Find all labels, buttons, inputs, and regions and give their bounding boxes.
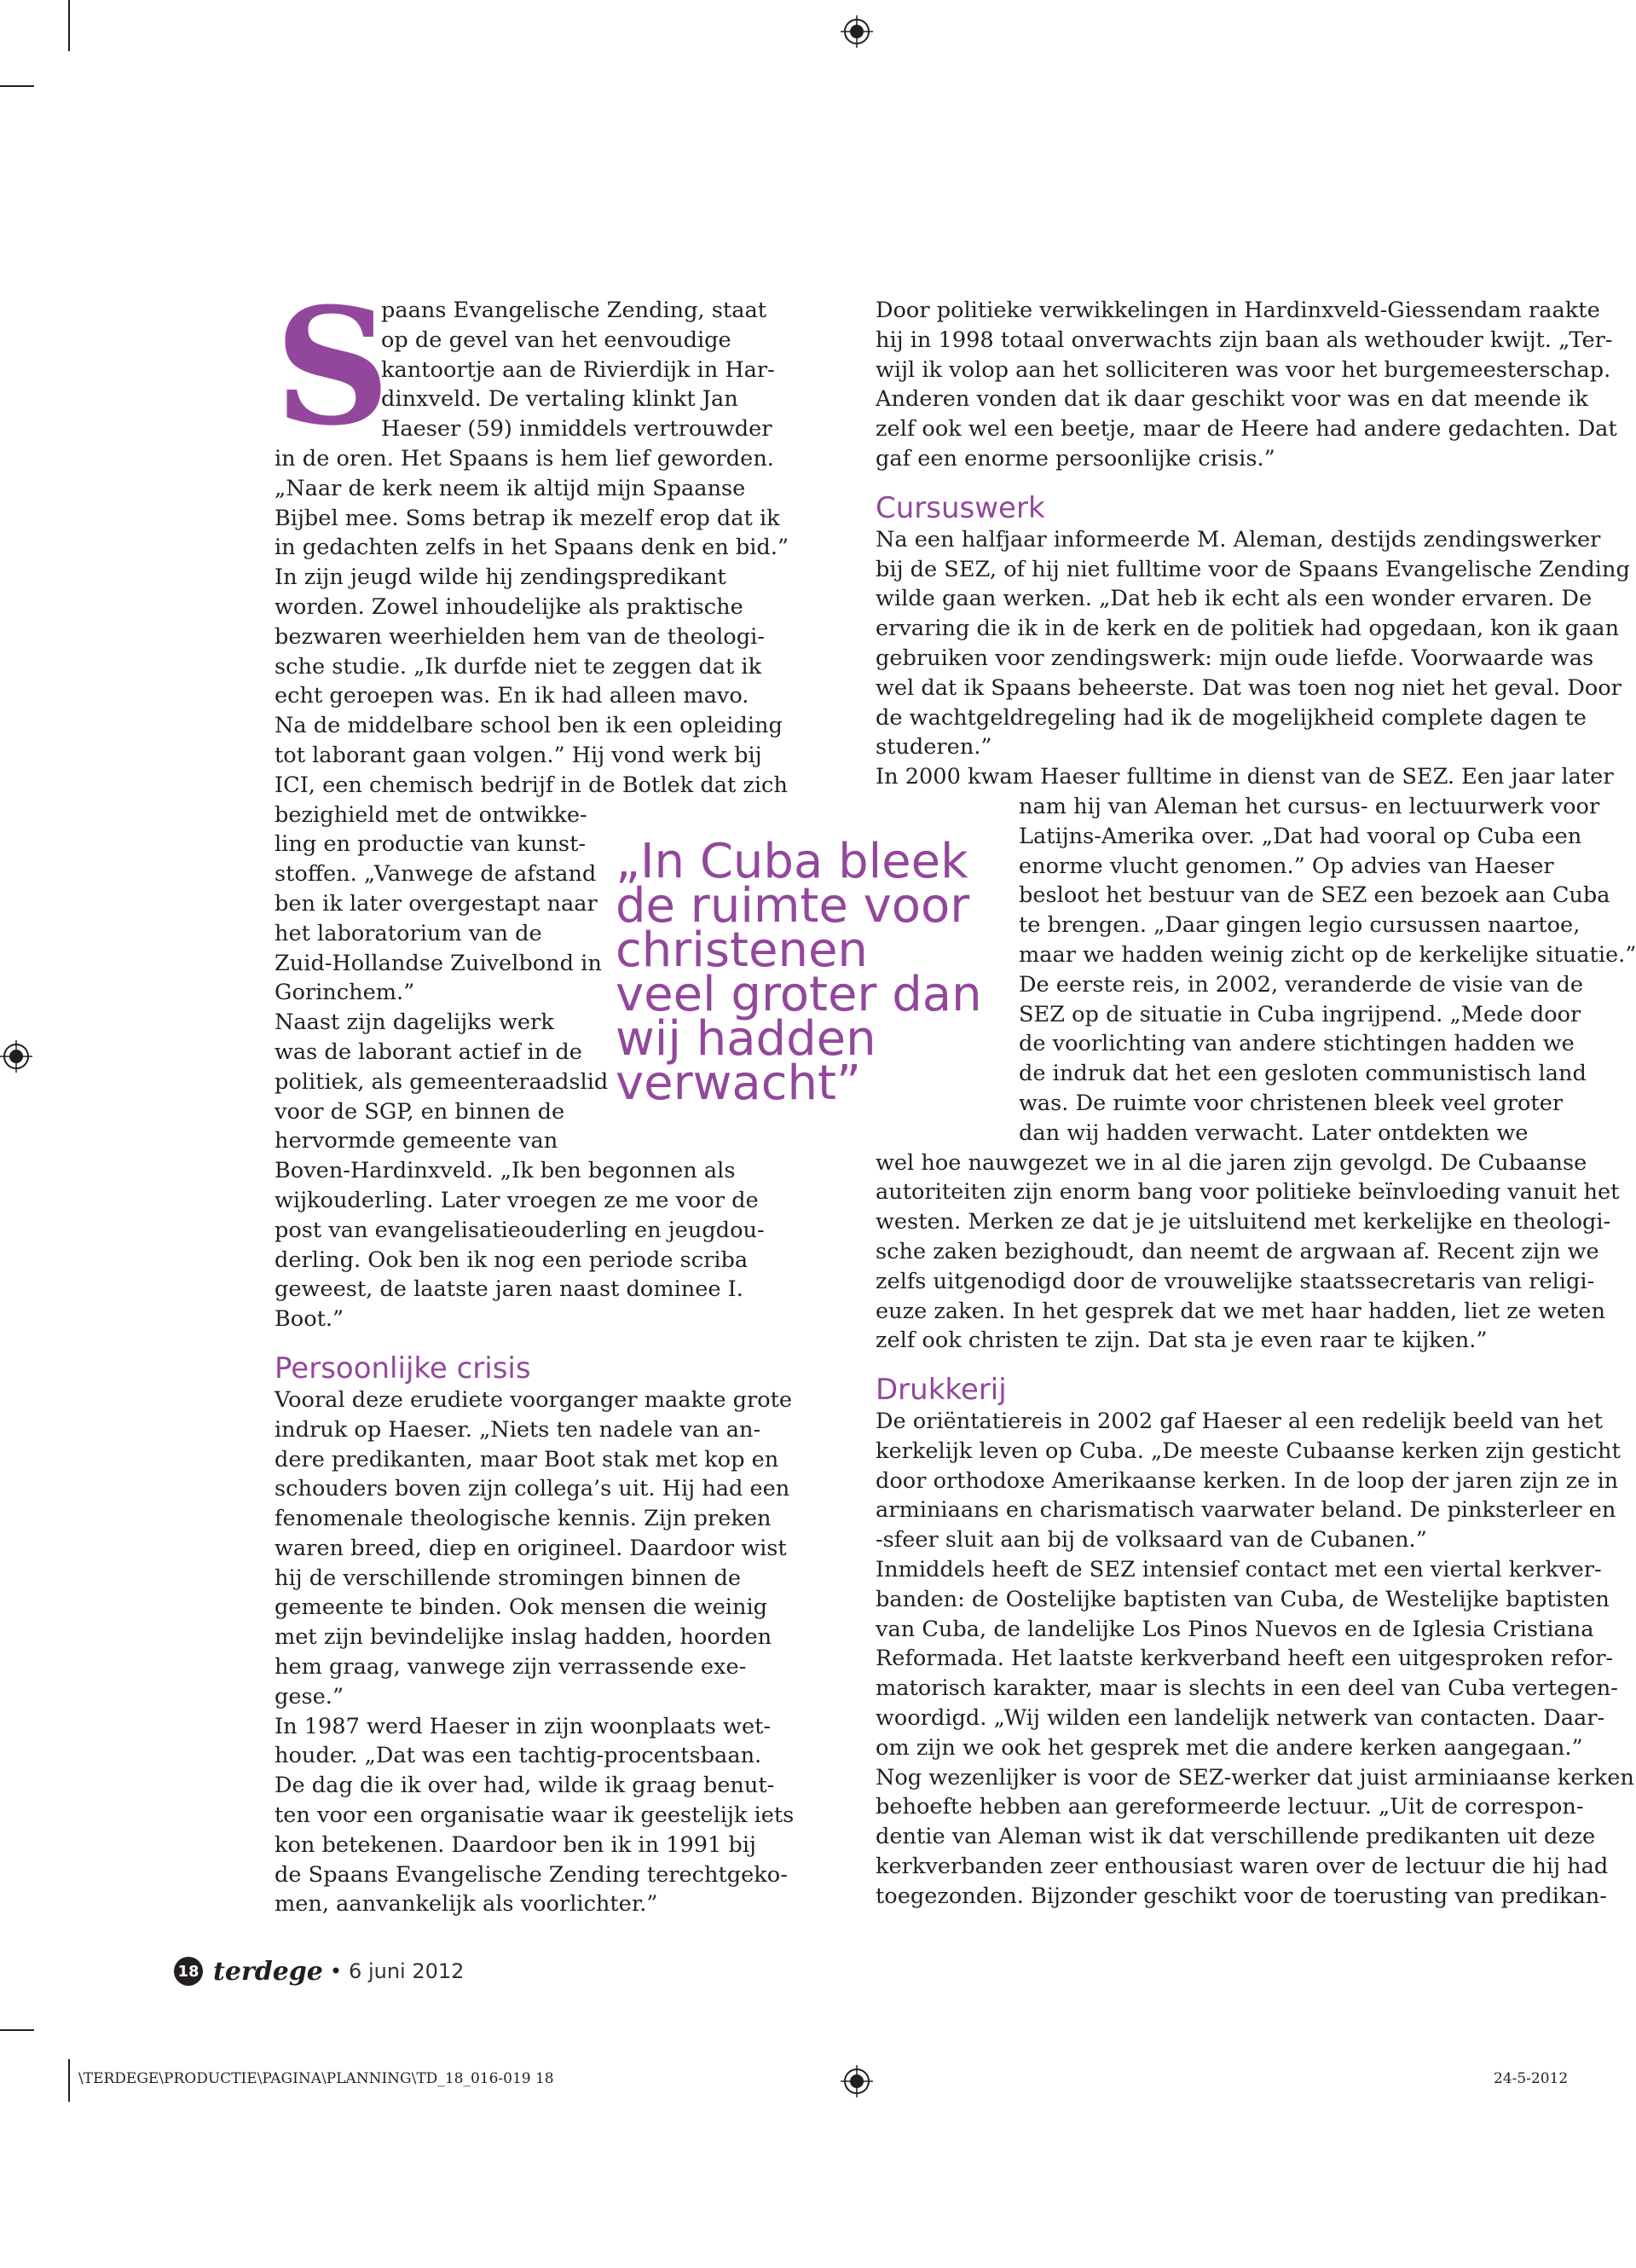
text-line: euze zaken. In het gesprek dat we met haar hadden, liet ze weten (876, 1298, 1605, 1324)
text-line: hij in 1998 totaal onverwachts zijn baan als wethouder kwijt. „Ter- (876, 327, 1613, 353)
page-number-badge: 18 (174, 1957, 203, 1986)
text-line: behoefte hebben aan gereformeerde lectuur. „Uit de correspon- (876, 1794, 1584, 1820)
text-line: was. De ruimte voor christenen bleek veel groter (1019, 1090, 1564, 1116)
text-line: Naast zijn dagelijks werk (275, 1010, 554, 1036)
text-line: wel dat ik Spaans beheerste. Dat was toen nog niet het geval. Door (876, 674, 1622, 701)
text-line: matorisch karakter, maar is slechts in een deel van Cuba vertegen- (876, 1675, 1618, 1702)
text-line: kerkelijk leven op Cuba. „De meeste Cubaanse kerken zijn gesticht (876, 1438, 1621, 1464)
registration-mark-icon (841, 2065, 873, 2097)
text-line: tot laborant gaan volgen.” Hij vond werk bij (275, 742, 762, 768)
text-line: enorme vlucht genomen.” Op advies van Haeser (1019, 853, 1554, 879)
issue-date: 6 juni 2012 (349, 1959, 465, 1983)
text-line: waren breed, diep en origineel. Daardoor wist (275, 1535, 787, 1561)
text-line: toegezonden. Bijzonder geschikt voor de toerusting van predikan- (876, 1883, 1607, 1909)
text-line: arminiaans en charismatisch vaarwater beland. De pinksterleer en (876, 1497, 1616, 1524)
crop-mark-top-left-horizontal (0, 85, 34, 87)
text-line: Door politieke verwikkelingen in Hardinxveld-Giessendam raakte (876, 298, 1600, 323)
text-line: Zuid-Hollandse Zuivelbond in (275, 950, 602, 976)
text-line: wilde gaan werken. „Dat heb ik echt als een wonder ervaren. De (876, 586, 1593, 612)
right-column (876, 296, 1636, 1912)
text-line: studeren.” (876, 734, 992, 761)
text-line: in de oren. Het Spaans is hem lief geworden. (275, 446, 774, 472)
text-line: westen. Merken ze dat je je uitsluitend met kerkelijke en theologi- (876, 1209, 1611, 1235)
text-line: Nog wezenlijker is voor de SEZ-werker dat juist arminiaanse kerken (876, 1764, 1634, 1791)
text-line: -sfeer sluit aan bij de volksaard van de Cubanen.” (876, 1527, 1427, 1553)
text-line: sche zaken bezighoudt, dan neemt de argwaan af. Recent zijn we (876, 1238, 1599, 1264)
text-line: Boven-Hardinxveld. „Ik ben begonnen als (275, 1158, 736, 1184)
text-line: bezwaren weerhielden hem van de theologi- (275, 623, 765, 650)
text-line: zelf ook christen te zijn. Dat sta je even raar te kijken.” (876, 1328, 1488, 1354)
crop-mark-bottom-left-vertical (68, 2059, 70, 2102)
text-line: gemeente te binden. Ook mensen die weinig (275, 1594, 768, 1621)
text-line: Reformada. Het laatste kerkverband heeft een uitgesproken refor- (876, 1646, 1614, 1672)
text-line: met zijn bevindelijke inslag hadden, hoorden (275, 1624, 772, 1651)
text-line: sche studie. „Ik durfde niet te zeggen dat ik (275, 653, 762, 680)
text-line: In 1987 werd Haeser in zijn woonplaats wet- (275, 1713, 772, 1739)
pull-quote-line: de ruimte voor (616, 878, 970, 934)
left-body-block (275, 1386, 794, 1919)
text-line: besloot het bestuur van de SEZ een bezoek aan Cuba (1019, 882, 1610, 909)
text-line: in gedachten zelfs in het Spaans denk en bid.” (275, 535, 789, 561)
text-line: Bijbel mee. Soms betrap ik mezelf erop dat ik (275, 505, 780, 531)
text-line: Na een halfjaar informeerde M. Aleman, destijds zendingswerker (876, 526, 1601, 553)
text-line: ervaring die ik in de kerk en de politiek had opgedaan, kon ik gaan (876, 616, 1620, 642)
text-line: „Naar de kerk neem ik altijd mijn Spaanse (275, 475, 746, 501)
text-line: geweest, de laatste jaren naast dominee I. (275, 1276, 743, 1303)
text-line: het laboratorium van de (275, 920, 542, 946)
text-line: gaf een enorme persoonlijke crisis.” (876, 445, 1275, 472)
text-line: In 2000 kwam Haeser fulltime in dienst van de SEZ. Een jaar later (876, 764, 1614, 790)
section-heading-drukkerij: Drukkerij (876, 1373, 1007, 1408)
text-line: derling. Ook ben ik nog een periode scriba (275, 1247, 749, 1273)
pull-quote-line: veel groter dan (616, 967, 982, 1022)
text-line: echt geroepen was. En ik had alleen mavo. (275, 683, 749, 709)
text-line: de wachtgeldregeling had ik de mogelijkheid complete dagen te (876, 704, 1587, 731)
text-line: De eerste reis, in 2002, veranderde de visie van de (1019, 971, 1584, 998)
text-line: zelfs uitgenodigd door de vrouwelijke staatssecretaris van religi- (876, 1268, 1595, 1294)
text-line: politiek, als gemeenteraadslid (275, 1068, 609, 1095)
crop-mark-bottom-left-horizontal (0, 2029, 34, 2031)
text-line: hem graag, vanwege zijn verrassende exe- (275, 1654, 747, 1681)
text-line: ten voor een organisatie waar ik geestelijk iets (275, 1802, 795, 1829)
page-footer (174, 1956, 464, 1987)
text-line: In zijn jeugd wilde hij zendingspredikant (275, 564, 726, 591)
text-line: banden: de Oostelijke baptisten van Cuba, de Westelijke baptisten (876, 1586, 1610, 1612)
text-line: nam hij van Aleman het cursus- en lectuurwerk voor (1019, 793, 1600, 819)
text-line: te brengen. „Daar gingen legio cursussen naartoe, (1019, 912, 1581, 939)
text-line: autoriteiten zijn enorm bang voor politieke beïnvloeding vanuit het (876, 1179, 1620, 1206)
text-line: Na de middelbare school ben ik een opleiding (275, 713, 783, 739)
text-line: dentie van Aleman wist ik dat verschillende predikanten uit deze (876, 1824, 1596, 1850)
text-line: de indruk dat het een gesloten communistisch land (1019, 1061, 1587, 1087)
text-line: Inmiddels heeft de SEZ intensief contact met een viertal kerkver- (876, 1557, 1602, 1583)
footer-bullet: • (329, 1959, 343, 1983)
text-line: door orthodoxe Amerikaanse kerken. In de loop der jaren zijn ze in (876, 1467, 1619, 1494)
text-line: stoffen. „Vanwege de afstand (275, 861, 597, 888)
section-heading-cursuswerk: Cursuswerk (876, 490, 1045, 525)
text-line: Vooral deze erudiete voorganger maakte grote (275, 1386, 793, 1413)
pull-quote-line: verwacht” (616, 1056, 861, 1111)
text-line: schouders boven zijn collega’s uit. Hij had een (275, 1476, 790, 1502)
text-line: Boot.” (275, 1306, 344, 1333)
pull-quote-line: christenen (616, 923, 868, 978)
intro-line: kantoortje aan de Rivierdijk in Har- (381, 356, 775, 383)
text-line: hervormde gemeente van (275, 1128, 558, 1154)
drop-cap: S (275, 273, 390, 461)
text-line: kon betekenen. Daardoor ben ik in 1991 bij (275, 1831, 756, 1858)
text-line: indruk op Haeser. „Niets ten nadele van an- (275, 1416, 761, 1443)
text-line: houder. „Dat was een tachtig-procentsbaan. (275, 1743, 762, 1769)
section-heading-persoonlijke-crisis: Persoonlijke crisis (275, 1351, 531, 1386)
crop-mark-top-left-vertical (68, 0, 70, 51)
intro-paragraph (381, 296, 775, 444)
registration-mark-icon (0, 1040, 32, 1073)
intro-line: dinxveld. De vertaling klinkt Jan (381, 386, 738, 413)
text-line: wel hoe nauwgezet we in al die jaren zijn gevolgd. De Cubaanse (876, 1149, 1587, 1176)
right-body-block (876, 525, 1636, 1356)
text-line: van Cuba, de landelijke Los Pinos Nuevos en de Iglesia Cristiana (876, 1616, 1594, 1642)
text-line: de voorlichting van andere stichtingen hadden we (1019, 1031, 1575, 1057)
print-slug-date: 24-5-2012 (1494, 2070, 1569, 2087)
text-line: ben ik later overgestapt naar (275, 890, 598, 917)
text-line: fenomenale theologische kennis. Zijn preken (275, 1506, 772, 1532)
intro-line: Haeser (59) inmiddels vertrouwder (381, 416, 772, 443)
text-line: gese.” (275, 1683, 344, 1710)
text-line: post van evangelisatieouderling en jeugdou- (275, 1217, 765, 1243)
pull-quote-line: „In Cuba bleek (616, 834, 968, 889)
text-line: De oriëntatiereis in 2002 gaf Haeser al een redelijk beeld van het (876, 1409, 1603, 1435)
text-line: SEZ op de situatie in Cuba ingrijpend. „Mede door (1019, 1001, 1581, 1027)
text-line: wijkouderling. Later vroegen ze me voor de (275, 1187, 759, 1213)
text-line: ICI, een chemisch bedrijf in de Botlek dat zich (275, 772, 788, 798)
text-line: bij de SEZ, of hij niet fulltime voor de Spaans Evangelische Zending (876, 556, 1630, 582)
text-line: worden. Zowel inhoudelijke als praktische (275, 593, 743, 620)
text-line: gebruiken voor zendingswerk: mijn oude liefde. Voorwaarde was (876, 645, 1594, 671)
left-column (275, 444, 794, 1919)
text-line: Latijns-Amerika over. „Dat had vooral op Cuba een (1019, 823, 1582, 849)
text-line: Gorinchem.” (275, 980, 415, 1006)
right-body-block (876, 1407, 1636, 1912)
text-line: men, aanvankelijk als voorlichter.” (275, 1891, 658, 1918)
text-line: maar we hadden weinig zicht op de kerkelijke situatie.” (1019, 941, 1636, 968)
print-slug-path: \TERDEGE\PRODUCTIE\PAGINA\PLANNING\TD_18_016-019 18 (78, 2070, 554, 2087)
text-line: was de laborant actief in de (275, 1039, 582, 1065)
pull-quote-line: wij hadden (616, 1011, 876, 1067)
text-line: zelf ook wel een beetje, maar de Heere had andere gedachten. Dat (876, 416, 1617, 443)
intro-line: paans Evangelische Zending, staat (381, 298, 767, 323)
text-line: om zijn we ook het gesprek met die andere kerken aangegaan.” (876, 1734, 1583, 1761)
text-line: voor de SGP, en binnen de (275, 1098, 565, 1125)
text-line: woordigd. „Wij wilden een landelijk netwerk van contacten. Daar- (876, 1705, 1605, 1732)
intro-line: op de gevel van het eenvoudige (381, 327, 731, 353)
text-line: bezighield met de ontwikke- (275, 801, 587, 828)
registration-mark-icon (841, 15, 873, 48)
text-line: dere predikanten, maar Boot stak met kop en (275, 1446, 779, 1472)
text-line: hij de verschillende stromingen binnen de (275, 1565, 742, 1591)
magazine-logo: terdege (213, 1956, 323, 1987)
text-line: dan wij hadden verwacht. Later ontdekten we (1019, 1120, 1529, 1146)
right-body-block (876, 296, 1636, 474)
text-line: De dag die ik over had, wilde ik graag benut- (275, 1773, 775, 1799)
text-line: ling en productie van kunst- (275, 831, 586, 858)
text-line: kerkverbanden zeer enthousiast waren over de lectuur die hij had (876, 1854, 1609, 1880)
text-line: wijl ik volop aan het solliciteren was voor het burgemeesterschap. (876, 356, 1611, 383)
text-line: de Spaans Evangelische Zending terechtgeko- (275, 1861, 788, 1888)
text-line: Anderen vonden dat ik daar geschikt voor was en dat meende ik (876, 386, 1589, 413)
